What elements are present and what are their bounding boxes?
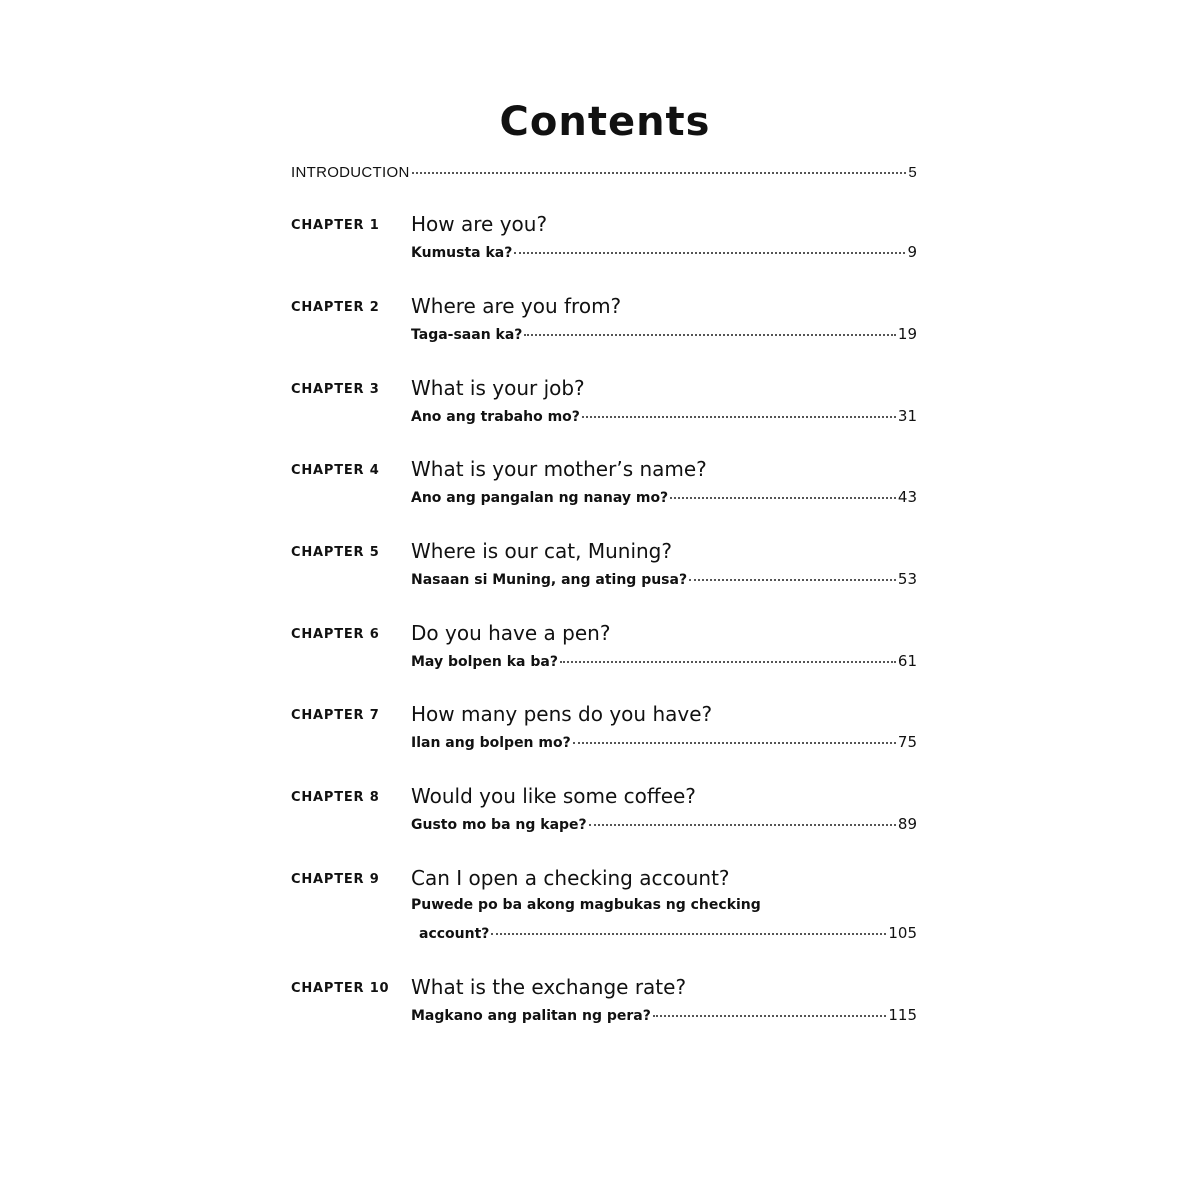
chapter-tagalog-title-line1: Puwede po ba akong magbukas ng checking: [411, 897, 761, 913]
chapter-label: CHAPTER 6: [291, 627, 380, 642]
page-title: Contents: [499, 99, 711, 145]
page-number: 53: [897, 570, 917, 588]
toc-entry-introduction[interactable]: [291, 164, 917, 181]
chapter-english-title: Can I open a checking account?: [411, 866, 730, 890]
chapter-tagalog-title: Gusto mo ba ng kape?: [411, 817, 587, 833]
chapter-label: CHAPTER 8: [291, 790, 380, 805]
chapter-tagalog-title: Nasaan si Muning, ang ating pusa?: [411, 572, 688, 588]
chapter-tagalog-title: account?: [419, 926, 490, 942]
dot-leader: [514, 252, 905, 254]
dot-leader: [582, 416, 896, 418]
chapter-english-title: Do you have a pen?: [411, 621, 611, 645]
chapter-english-title: How many pens do you have?: [411, 702, 713, 726]
chapter-label: CHAPTER 5: [291, 545, 380, 560]
page-number: 9: [907, 243, 917, 261]
chapter-tagalog-title: Ano ang trabaho mo?: [411, 409, 580, 425]
chapter-label: CHAPTER 3: [291, 382, 380, 397]
dot-leader: [412, 172, 907, 174]
chapter-english-title: What is the exchange rate?: [411, 975, 687, 999]
chapter-tagalog-title: Ano ang pangalan ng nanay mo?: [411, 490, 669, 506]
page-number: 5: [908, 164, 917, 181]
chapter-label: CHAPTER 4: [291, 463, 380, 478]
dot-leader: [670, 497, 896, 499]
chapter-label: CHAPTER 1: [291, 218, 380, 233]
chapter-label: CHAPTER 10: [291, 981, 390, 996]
dot-leader: [573, 742, 896, 744]
chapter-label: CHAPTER 7: [291, 708, 380, 723]
chapter-label: CHAPTER 2: [291, 300, 380, 315]
chapter-tagalog-title: Taga-saan ka?: [411, 327, 523, 343]
chapter-tagalog-title: Ilan ang bolpen mo?: [411, 735, 571, 751]
chapter-tagalog-title: Kumusta ka?: [411, 245, 513, 261]
dot-leader: [491, 933, 886, 935]
page-number: 61: [897, 652, 917, 670]
page-number: 105: [888, 924, 917, 942]
chapter-english-title: What is your job?: [411, 376, 585, 400]
page-number: 19: [897, 325, 917, 343]
dot-leader: [589, 824, 896, 826]
chapter-english-title: Would you like some coffee?: [411, 784, 696, 808]
dot-leader: [653, 1015, 887, 1017]
introduction-label: INTRODUCTION: [291, 164, 410, 181]
dot-leader: [560, 661, 896, 663]
chapter-label: CHAPTER 9: [291, 872, 380, 887]
chapter-english-title: How are you?: [411, 212, 548, 236]
chapter-english-title: Where are you from?: [411, 294, 622, 318]
dot-leader: [689, 579, 896, 581]
chapter-english-title: Where is our cat, Muning?: [411, 539, 672, 563]
dot-leader: [524, 334, 895, 336]
page-number: 115: [888, 1006, 917, 1024]
chapter-tagalog-title: Magkano ang palitan ng pera?: [411, 1008, 651, 1024]
chapter-tagalog-title: May bolpen ka ba?: [411, 654, 558, 670]
page-number: 89: [897, 815, 917, 833]
page-number: 43: [897, 488, 917, 506]
page-number: 31: [897, 407, 917, 425]
page-number: 75: [897, 733, 917, 751]
chapter-english-title: What is your mother’s name?: [411, 457, 707, 481]
